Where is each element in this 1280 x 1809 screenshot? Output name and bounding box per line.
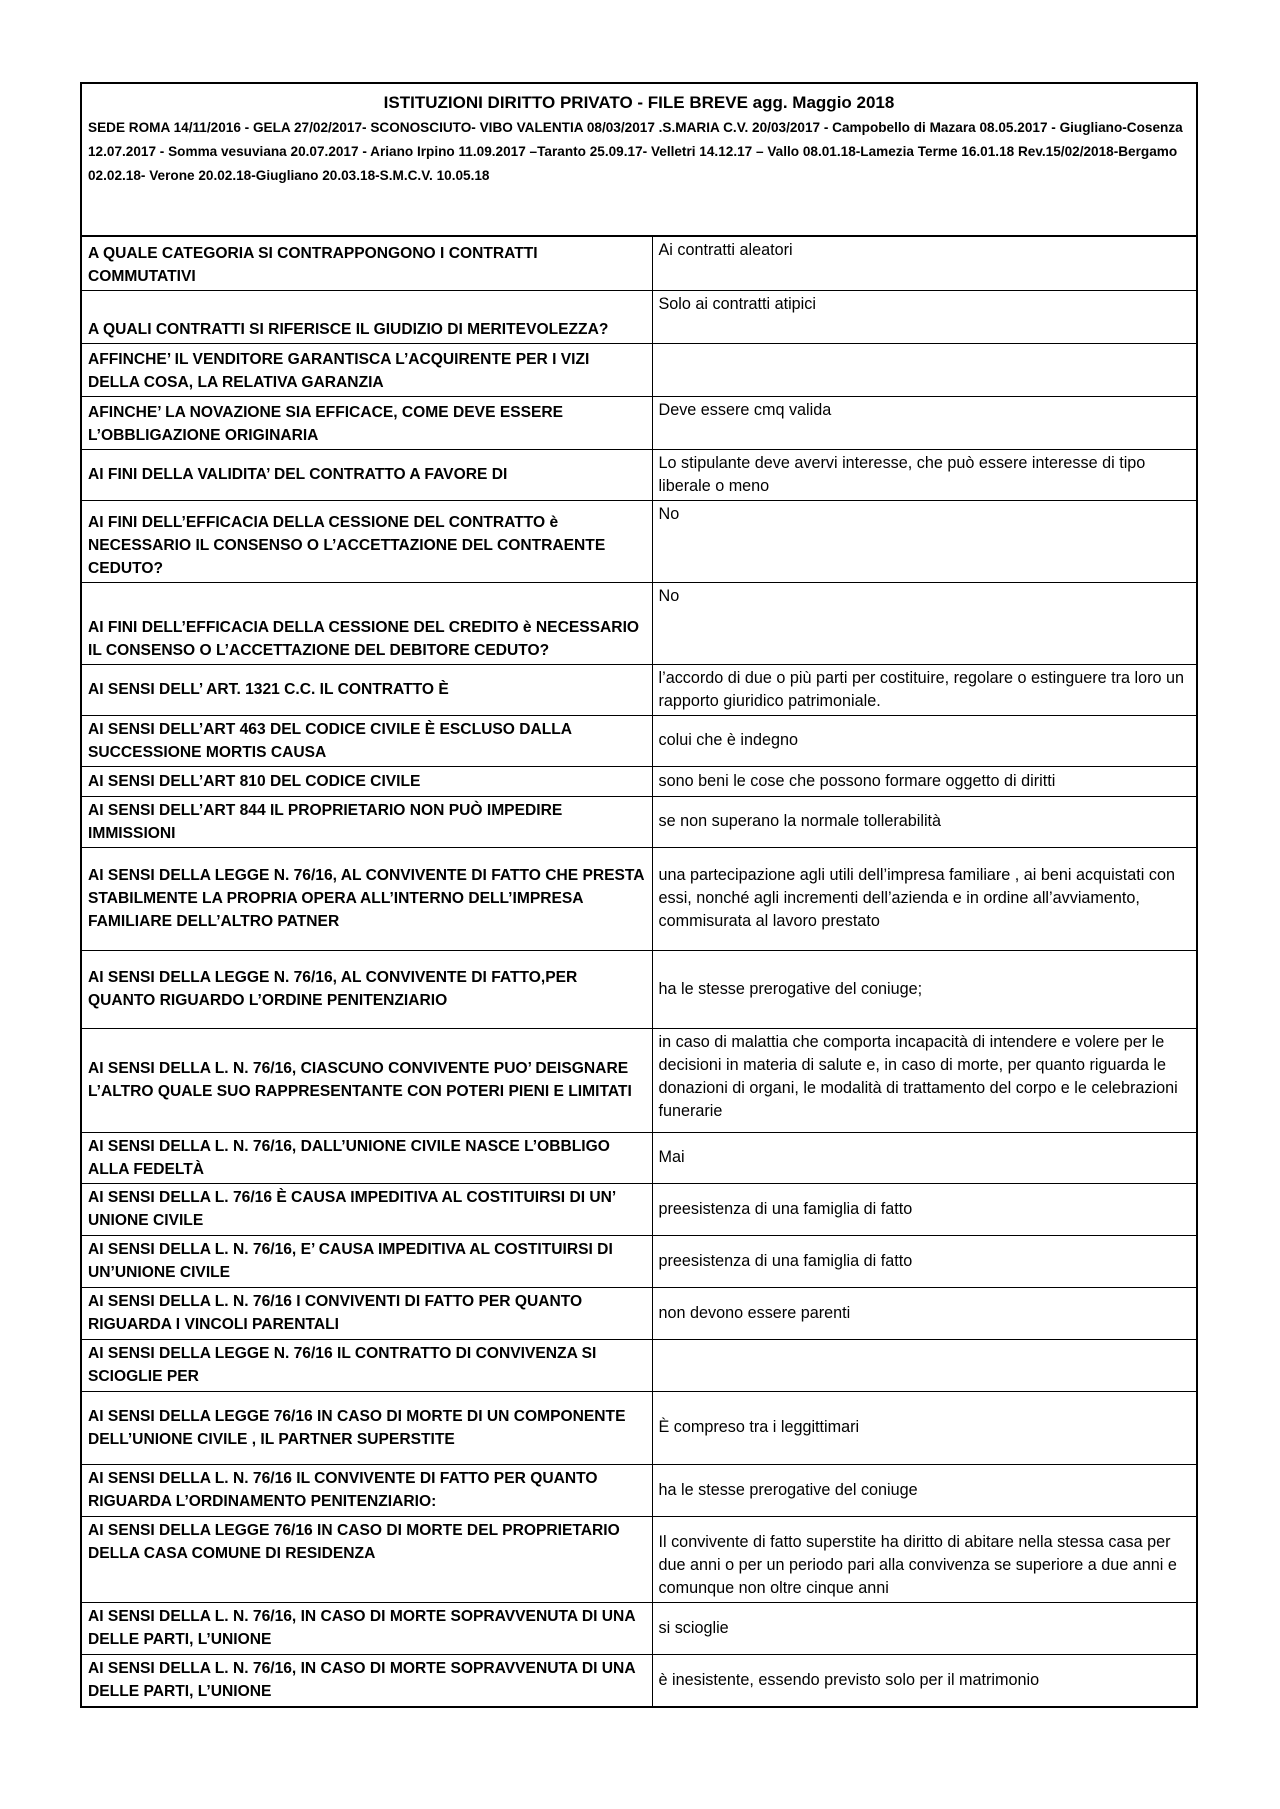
answer-cell: No bbox=[652, 500, 1196, 582]
question-cell: AI FINI DELL’EFFICACIA DELLA CESSIONE DEL CONTRATTO è NECESSARIO IL CONSENSO O L’ACCETTAZIONE DEL CONTRAENTE CEDUTO? bbox=[82, 500, 652, 582]
table-row bbox=[82, 1464, 1196, 1516]
table-row bbox=[82, 950, 1196, 1028]
question-cell: AI SENSI DELLA L. N. 76/16, E’ CAUSA IMPEDITIVA AL COSTITUIRSI DI UN’UNIONE CIVILE bbox=[82, 1235, 652, 1287]
question-cell: A QUALE CATEGORIA SI CONTRAPPONGONO I CONTRATTI COMMUTATIVI bbox=[82, 237, 652, 290]
table-row bbox=[82, 343, 1196, 396]
question-cell: AI SENSI DELLA LEGGE N. 76/16, AL CONVIVENTE DI FATTO CHE PRESTA STABILMENTE LA PROPRIA OPERA ALL’INTERNO DELL’IMPRESA FAMILIARE DELL’ALTRO PATNER bbox=[82, 847, 652, 950]
table-row bbox=[82, 449, 1196, 500]
answer-cell: si scioglie bbox=[652, 1602, 1196, 1654]
table-row bbox=[82, 582, 1196, 664]
table-row bbox=[82, 1391, 1196, 1464]
answer-cell: una partecipazione agli utili dell’impresa familiare , ai beni acquistati con essi, nonché agli incrementi dell’azienda e in ordine all’avviamento, commisurata al lavoro prestato bbox=[652, 847, 1196, 950]
answer-cell: ha le stesse prerogative del coniuge bbox=[652, 1464, 1196, 1516]
question-cell: AI SENSI DELLA LEGGE N. 76/16, AL CONVIVENTE DI FATTO,PER QUANTO RIGUARDO L’ORDINE PENITENZIARIO bbox=[82, 950, 652, 1028]
table-row bbox=[82, 796, 1196, 847]
table-row bbox=[82, 396, 1196, 449]
table-row bbox=[82, 500, 1196, 582]
question-cell: AI SENSI DELLA LEGGE N. 76/16 IL CONTRATTO DI CONVIVENZA SI SCIOGLIE PER bbox=[82, 1339, 652, 1391]
table-row bbox=[82, 1339, 1196, 1391]
answer-cell: No bbox=[652, 582, 1196, 664]
table-row bbox=[82, 1028, 1196, 1132]
answer-cell: Deve essere cmq valida bbox=[652, 396, 1196, 449]
question-cell: AI SENSI DELLA LEGGE 76/16 IN CASO DI MORTE DI UN COMPONENTE DELL’UNIONE CIVILE , IL PARTNER SUPERSTITE bbox=[82, 1391, 652, 1464]
question-cell: AI SENSI DELLA L. N. 76/16, CIASCUNO CONVIVENTE PUO’ DEISGNARE L’ALTRO QUALE SUO RAPPRESENTANTE CON POTERI PIENI E LIMITATI bbox=[82, 1028, 652, 1132]
answer-cell: preesistenza di una famiglia di fatto bbox=[652, 1235, 1196, 1287]
table-row bbox=[82, 1235, 1196, 1287]
answer-cell bbox=[652, 343, 1196, 396]
table-row bbox=[82, 1183, 1196, 1235]
answer-cell: Il convivente di fatto superstite ha diritto di abitare nella stessa casa per due anni o per un periodo pari alla convivenza se superiore a due anni e comunque non oltre cinque anni bbox=[652, 1516, 1196, 1602]
answer-cell: Mai bbox=[652, 1132, 1196, 1183]
question-cell: A QUALI CONTRATTI SI RIFERISCE IL GIUDIZIO DI MERITEVOLEZZA? bbox=[82, 290, 652, 343]
document-header bbox=[82, 84, 1196, 237]
answer-cell: l’accordo di due o più parti per costituire, regolare o estinguere tra loro un rapporto giuridico patrimoniale. bbox=[652, 664, 1196, 715]
question-cell: AI FINI DELL’EFFICACIA DELLA CESSIONE DEL CREDITO è NECESSARIO IL CONSENSO O L’ACCETTAZIONE DEL DEBITORE CEDUTO? bbox=[82, 582, 652, 664]
question-cell: AFINCHE’ LA NOVAZIONE SIA EFFICACE, COME DEVE ESSERE L’OBBLIGAZIONE ORIGINARIA bbox=[82, 396, 652, 449]
table-row bbox=[82, 1602, 1196, 1654]
answer-cell: Ai contratti aleatori bbox=[658, 241, 793, 259]
qa-table bbox=[82, 237, 1196, 1706]
question-cell: AI SENSI DELL’ ART. 1321 C.C. IL CONTRATTO È bbox=[82, 664, 652, 715]
answer-cell: in caso di malattia che comporta incapacità di intendere e volere per le decisioni in materia di salute e, in caso di morte, per quanto riguarda le donazioni di organi, le modalità di trattamento del corpo e le celebrazioni funerarie bbox=[652, 1028, 1196, 1132]
answer-cell: Lo stipulante deve avervi interesse, che può essere interesse di tipo liberale o meno bbox=[652, 449, 1196, 500]
question-cell: AI SENSI DELLA LEGGE 76/16 IN CASO DI MORTE DEL PROPRIETARIO DELLA CASA COMUNE DI RESIDENZA bbox=[82, 1516, 652, 1602]
table-row bbox=[82, 766, 1196, 796]
document-title: ISTITUZIONI DIRITTO PRIVATO - FILE BREVE agg. Maggio 2018 bbox=[383, 93, 895, 112]
document-sheet bbox=[80, 82, 1198, 1708]
answer-cell: ha le stesse prerogative del coniuge; bbox=[652, 950, 1196, 1028]
table-row bbox=[82, 847, 1196, 950]
answer-cell: sono beni le cose che possono formare oggetto di diritti bbox=[652, 766, 1196, 796]
question-cell: AI SENSI DELLA L. N. 76/16 IL CONVIVENTE DI FATTO PER QUANTO RIGUARDA L’ORDINAMENTO PENITENZIARIO: bbox=[82, 1464, 652, 1516]
answer-cell: è inesistente, essendo previsto solo per il matrimonio bbox=[652, 1654, 1196, 1706]
answer-cell: colui che è indegno bbox=[652, 715, 1196, 766]
table-row bbox=[82, 237, 1196, 290]
answer-cell: preesistenza di una famiglia di fatto bbox=[652, 1183, 1196, 1235]
question-cell: AI SENSI DELLA L. 76/16 È CAUSA IMPEDITIVA AL COSTITUIRSI DI UN’ UNIONE CIVILE bbox=[82, 1183, 652, 1235]
table-row bbox=[82, 1132, 1196, 1183]
question-cell: AI SENSI DELL’ART 463 DEL CODICE CIVILE È ESCLUSO DALLA SUCCESSIONE MORTIS CAUSA bbox=[82, 715, 652, 766]
table-row bbox=[82, 664, 1196, 715]
table-row bbox=[82, 1516, 1196, 1602]
question-cell: AFFINCHE’ IL VENDITORE GARANTISCA L’ACQUIRENTE PER I VIZI DELLA COSA, LA RELATIVA GARANZIA bbox=[82, 343, 652, 396]
answer-cell: se non superano la normale tollerabilità bbox=[652, 796, 1196, 847]
question-cell: AI SENSI DELL’ART 810 DEL CODICE CIVILE bbox=[82, 766, 652, 796]
answer-cell: È compreso tra i leggittimari bbox=[652, 1391, 1196, 1464]
table-row bbox=[82, 1287, 1196, 1339]
exam-sessions-list: SEDE ROMA 14/11/2016 - GELA 27/02/2017- SCONOSCIUTO- VIBO VALENTIA 08/03/2017 .S.MARIA C.V. 20/03/2017 - Campobello di Mazara 08.05.2017 - Giugliano-Cosenza 12.07.2017 - Somma vesuviana 20.07.2017 - Ariano Irpino 11.09.2017 –Taranto 25.09.17- Velletri 14.12.17 – Vallo 08.01.18-Lamezia Terme 16.01.18 Rev.15/02/2018-Bergamo 02.02.18- Verone 20.02.18-Giugliano 20.03.18-S.M.C.V. 10.05.18 bbox=[88, 120, 1183, 183]
answer-cell bbox=[652, 1339, 1196, 1391]
question-cell: AI FINI DELLA VALIDITA’ DEL CONTRATTO A FAVORE DI bbox=[82, 449, 652, 500]
question-cell: AI SENSI DELLA L. N. 76/16, IN CASO DI MORTE SOPRAVVENUTA DI UNA DELLE PARTI, L’UNIONE bbox=[82, 1654, 652, 1706]
table-row bbox=[82, 1654, 1196, 1706]
answer-cell: Solo ai contratti atipici bbox=[652, 290, 1196, 343]
question-cell: AI SENSI DELLA L. N. 76/16, IN CASO DI MORTE SOPRAVVENUTA DI UNA DELLE PARTI, L’UNIONE bbox=[82, 1602, 652, 1654]
question-cell: AI SENSI DELL’ART 844 IL PROPRIETARIO NON PUÒ IMPEDIRE IMMISSIONI bbox=[82, 796, 652, 847]
answer-cell: non devono essere parenti bbox=[652, 1287, 1196, 1339]
table-row bbox=[82, 715, 1196, 766]
question-cell: AI SENSI DELLA L. N. 76/16 I CONVIVENTI DI FATTO PER QUANTO RIGUARDA I VINCOLI PARENTALI bbox=[82, 1287, 652, 1339]
question-cell: AI SENSI DELLA L. N. 76/16, DALL’UNIONE CIVILE NASCE L’OBBLIGO ALLA FEDELTÀ bbox=[82, 1132, 652, 1183]
table-row bbox=[82, 290, 1196, 343]
